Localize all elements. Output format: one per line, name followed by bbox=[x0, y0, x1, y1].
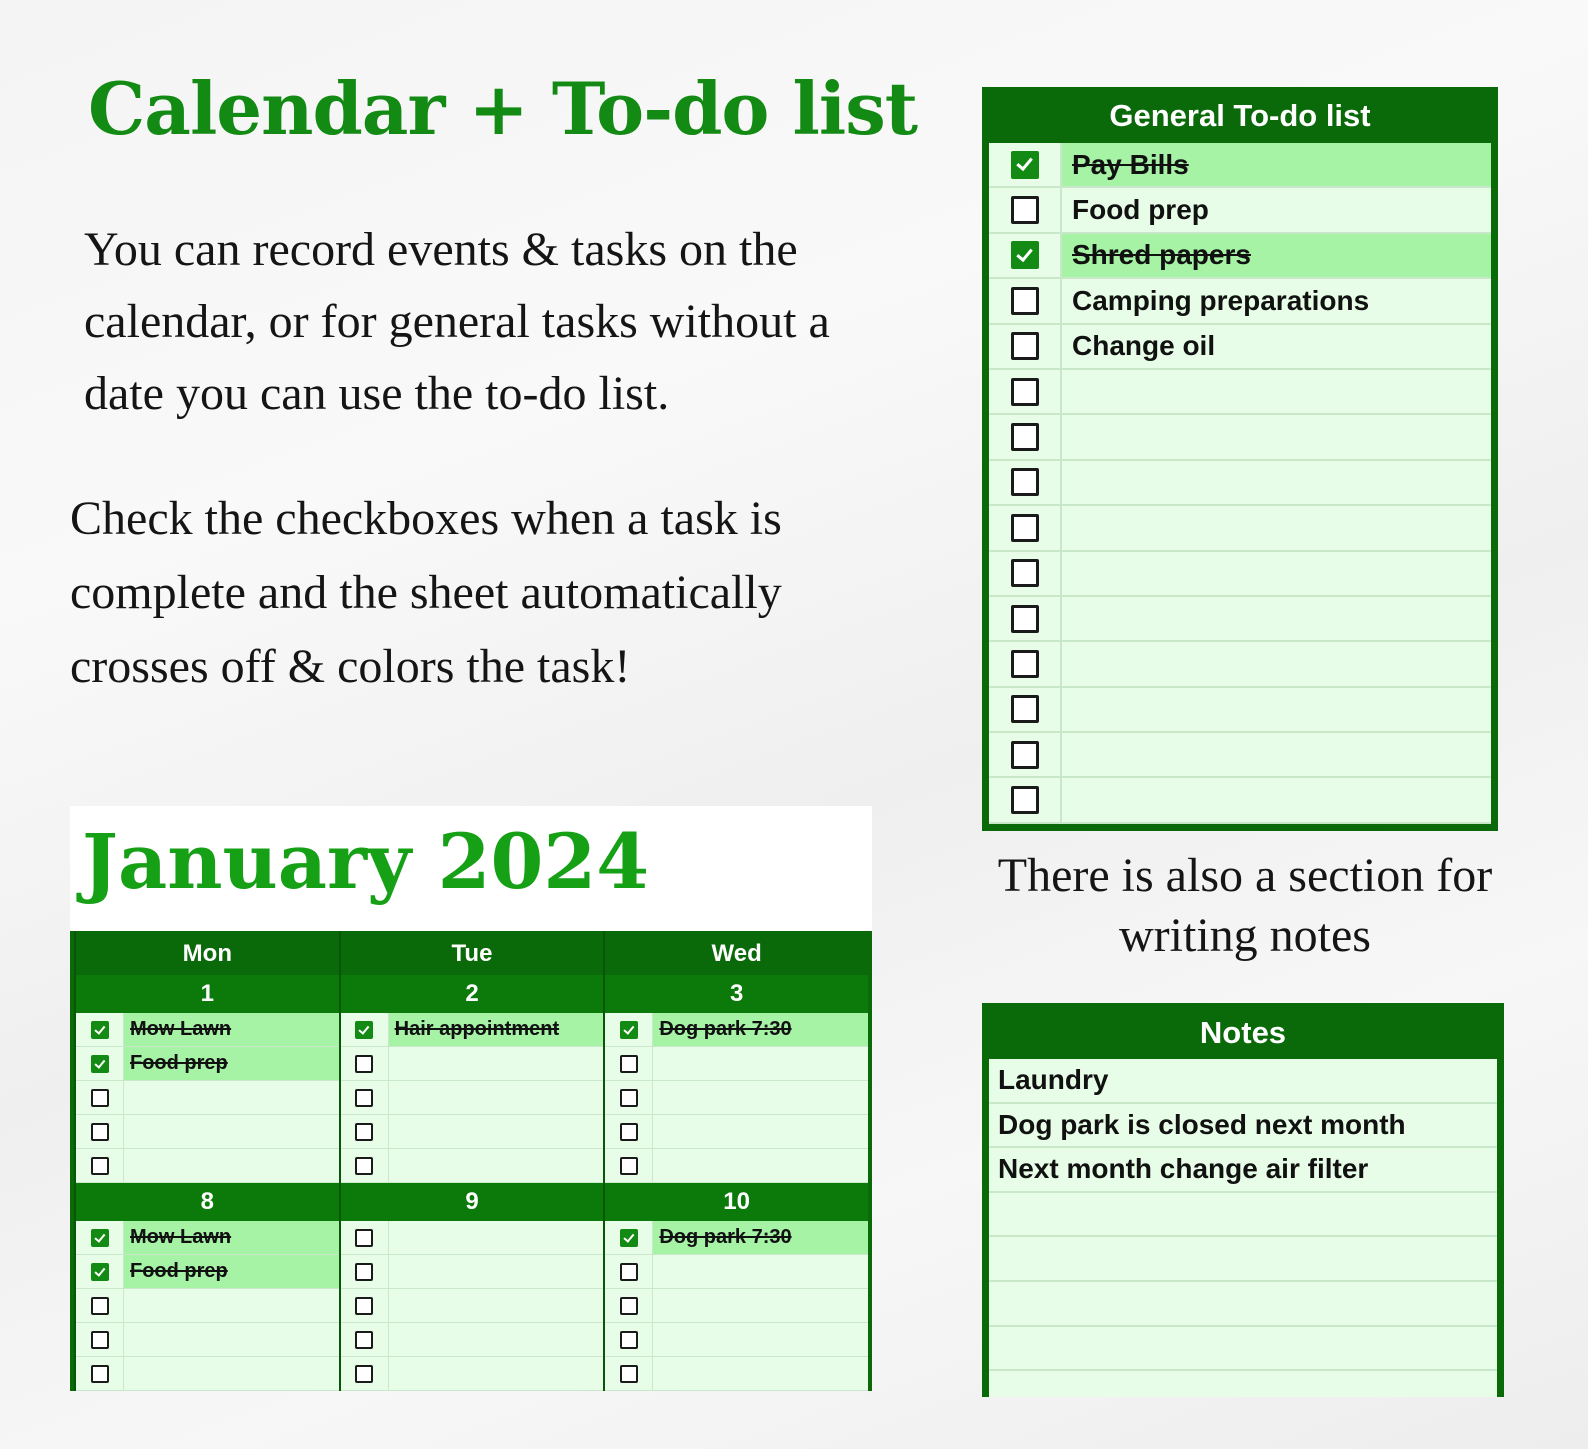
task-text[interactable]: Dog park 7:30 bbox=[653, 1221, 868, 1254]
task-row bbox=[989, 688, 1491, 733]
task-text[interactable]: Food prep bbox=[124, 1047, 339, 1080]
task-text[interactable] bbox=[653, 1357, 868, 1390]
checked-checkbox[interactable] bbox=[91, 1229, 109, 1247]
checkbox-cell bbox=[605, 1081, 653, 1114]
checkbox-cell bbox=[989, 688, 1062, 731]
checkbox[interactable] bbox=[355, 1331, 373, 1349]
checkbox[interactable] bbox=[355, 1365, 373, 1383]
task-row bbox=[989, 733, 1491, 778]
date-number: 1 bbox=[74, 975, 339, 1013]
checkbox-cell bbox=[76, 1081, 124, 1114]
task-row bbox=[76, 1357, 339, 1391]
task-text[interactable] bbox=[124, 1149, 339, 1182]
task-text[interactable] bbox=[124, 1115, 339, 1148]
checkbox-cell bbox=[605, 1013, 653, 1046]
checkbox-cell bbox=[341, 1047, 389, 1080]
note-line[interactable]: Laundry bbox=[989, 1059, 1497, 1104]
general-todo-list bbox=[982, 87, 1498, 831]
task-row bbox=[76, 1323, 339, 1357]
task-text[interactable] bbox=[653, 1081, 868, 1114]
note-line[interactable] bbox=[989, 1193, 1497, 1238]
task-row bbox=[989, 461, 1491, 506]
task-row bbox=[341, 1357, 604, 1391]
checkbox-cell bbox=[76, 1289, 124, 1322]
checkbox-cell bbox=[989, 279, 1062, 322]
task-row bbox=[989, 597, 1491, 642]
checked-checkbox[interactable] bbox=[355, 1021, 373, 1039]
task-text[interactable] bbox=[1062, 642, 1491, 685]
task-row bbox=[341, 1013, 604, 1047]
task-text[interactable] bbox=[124, 1289, 339, 1322]
checkbox-info-text: Check the checkboxes when a task is complete and the sheet automatically crosses off & colors the task! bbox=[70, 492, 782, 693]
checkbox[interactable] bbox=[355, 1123, 373, 1141]
checkbox[interactable] bbox=[1011, 423, 1039, 451]
todo-list-title: General To-do list bbox=[1109, 98, 1371, 133]
checkbox[interactable] bbox=[1011, 741, 1039, 769]
task-text[interactable] bbox=[1062, 778, 1491, 821]
checkbox-cell bbox=[605, 1255, 653, 1288]
task-text[interactable] bbox=[124, 1323, 339, 1356]
checkbox[interactable] bbox=[1011, 650, 1039, 678]
day-cell bbox=[339, 1221, 604, 1391]
task-row bbox=[341, 1047, 604, 1081]
task-text[interactable] bbox=[124, 1357, 339, 1390]
calendar bbox=[70, 806, 872, 1396]
checkbox[interactable] bbox=[620, 1365, 638, 1383]
checkbox[interactable] bbox=[355, 1263, 373, 1281]
note-line[interactable]: Next month change air filter bbox=[989, 1148, 1497, 1193]
note-line[interactable] bbox=[989, 1282, 1497, 1327]
checked-checkbox[interactable] bbox=[91, 1055, 109, 1073]
task-row bbox=[605, 1115, 868, 1149]
task-text[interactable]: Food prep bbox=[1072, 194, 1209, 226]
checkbox[interactable] bbox=[1011, 196, 1039, 224]
task-row bbox=[989, 325, 1491, 370]
task-text[interactable] bbox=[389, 1081, 604, 1114]
task-text[interactable] bbox=[1062, 370, 1491, 413]
task-text[interactable] bbox=[389, 1323, 604, 1356]
checkbox-cell bbox=[989, 234, 1062, 277]
checkbox-cell bbox=[76, 1013, 124, 1046]
task-row bbox=[989, 370, 1491, 415]
checkbox[interactable] bbox=[620, 1297, 638, 1315]
task-row bbox=[605, 1255, 868, 1289]
checkbox[interactable] bbox=[1011, 514, 1039, 542]
task-row bbox=[989, 279, 1491, 324]
notes-title: Notes bbox=[1199, 1015, 1287, 1050]
checkbox[interactable] bbox=[1011, 786, 1039, 814]
checkbox-cell bbox=[989, 370, 1062, 413]
checkbox-cell bbox=[76, 1115, 124, 1148]
task-text[interactable] bbox=[389, 1289, 604, 1322]
task-text[interactable]: Mow Lawn bbox=[124, 1013, 339, 1046]
checkbox-cell bbox=[989, 506, 1062, 549]
task-text[interactable] bbox=[653, 1255, 868, 1288]
task-text[interactable]: Food prep bbox=[124, 1255, 339, 1288]
checkbox[interactable] bbox=[355, 1229, 373, 1247]
checkbox-cell bbox=[341, 1289, 389, 1322]
task-row bbox=[76, 1221, 339, 1255]
task-text[interactable] bbox=[1062, 733, 1491, 776]
checkbox-cell bbox=[341, 1357, 389, 1390]
checkbox-cell bbox=[76, 1323, 124, 1356]
note-line[interactable] bbox=[989, 1237, 1497, 1282]
task-text[interactable]: Camping preparations bbox=[1072, 284, 1370, 316]
task-row bbox=[989, 415, 1491, 460]
checkbox-cell bbox=[605, 1115, 653, 1148]
checkbox-cell bbox=[341, 1149, 389, 1182]
task-row bbox=[605, 1047, 868, 1081]
checkbox-cell bbox=[605, 1289, 653, 1322]
task-row bbox=[605, 1289, 868, 1323]
checkbox[interactable] bbox=[620, 1089, 638, 1107]
checkbox-cell bbox=[76, 1255, 124, 1288]
note-line[interactable] bbox=[989, 1327, 1497, 1372]
checkbox[interactable] bbox=[355, 1157, 373, 1175]
task-row bbox=[989, 642, 1491, 687]
task-row bbox=[76, 1081, 339, 1115]
note-line[interactable]: Dog park is closed next month bbox=[989, 1104, 1497, 1149]
notes-section bbox=[982, 1003, 1504, 1397]
checkbox[interactable] bbox=[1011, 605, 1039, 633]
day-header-mon: Mon bbox=[74, 931, 339, 975]
page-title: Calendar + To-do list bbox=[88, 66, 918, 151]
checkbox-cell bbox=[989, 325, 1062, 368]
checkbox-cell bbox=[341, 1255, 389, 1288]
day-cell bbox=[339, 1013, 604, 1183]
checkbox-cell bbox=[989, 552, 1062, 595]
task-text[interactable] bbox=[653, 1289, 868, 1322]
task-text[interactable]: Pay Bills bbox=[1062, 143, 1491, 186]
task-row bbox=[605, 1149, 868, 1183]
task-row bbox=[605, 1221, 868, 1255]
task-row bbox=[341, 1149, 604, 1183]
checked-checkbox[interactable] bbox=[1011, 241, 1039, 269]
task-row bbox=[989, 234, 1491, 279]
calendar-month-title: January 2024 bbox=[70, 806, 872, 931]
checked-checkbox[interactable] bbox=[620, 1229, 638, 1247]
checkbox[interactable] bbox=[620, 1331, 638, 1349]
task-text[interactable] bbox=[1062, 415, 1491, 458]
checkbox-cell bbox=[989, 188, 1062, 231]
calendar-grid bbox=[70, 931, 872, 1391]
checkbox-cell bbox=[989, 597, 1062, 640]
date-number: 8 bbox=[74, 1183, 339, 1221]
task-row bbox=[341, 1255, 604, 1289]
date-number: 9 bbox=[339, 1183, 604, 1221]
task-text[interactable] bbox=[1062, 552, 1491, 595]
task-text[interactable]: Change oil bbox=[1072, 330, 1216, 362]
checkbox[interactable] bbox=[91, 1089, 109, 1107]
task-row bbox=[341, 1289, 604, 1323]
checkbox[interactable] bbox=[355, 1055, 373, 1073]
checkbox[interactable] bbox=[620, 1157, 638, 1175]
task-row bbox=[989, 506, 1491, 551]
checkbox-cell bbox=[605, 1047, 653, 1080]
checkbox-cell bbox=[341, 1081, 389, 1114]
day-cell bbox=[74, 1221, 339, 1391]
checkbox[interactable] bbox=[620, 1055, 638, 1073]
task-text[interactable] bbox=[1062, 461, 1491, 504]
checkbox[interactable] bbox=[1011, 559, 1039, 587]
checkbox[interactable] bbox=[91, 1157, 109, 1175]
task-text[interactable] bbox=[653, 1149, 868, 1182]
checkbox-cell bbox=[605, 1323, 653, 1356]
task-text[interactable] bbox=[653, 1047, 868, 1080]
task-text[interactable]: Mow Lawn bbox=[124, 1221, 339, 1254]
checkbox[interactable] bbox=[91, 1123, 109, 1141]
task-row bbox=[76, 1013, 339, 1047]
task-text[interactable] bbox=[389, 1255, 604, 1288]
checkbox-cell bbox=[76, 1221, 124, 1254]
checkbox[interactable] bbox=[1011, 468, 1039, 496]
day-header-tue: Tue bbox=[339, 931, 604, 975]
checkbox-cell bbox=[989, 733, 1062, 776]
task-text[interactable] bbox=[124, 1081, 339, 1114]
checkbox-cell bbox=[989, 415, 1062, 458]
task-row bbox=[76, 1289, 339, 1323]
task-row bbox=[989, 552, 1491, 597]
task-row bbox=[76, 1047, 339, 1081]
checked-checkbox[interactable] bbox=[1011, 151, 1039, 179]
task-text[interactable]: Dog park 7:30 bbox=[653, 1013, 868, 1046]
checkbox-cell bbox=[989, 143, 1062, 186]
checked-checkbox[interactable] bbox=[91, 1021, 109, 1039]
task-row bbox=[989, 143, 1491, 188]
task-row bbox=[605, 1323, 868, 1357]
checkbox-cell bbox=[341, 1221, 389, 1254]
checkbox[interactable] bbox=[355, 1297, 373, 1315]
checked-checkbox[interactable] bbox=[620, 1021, 638, 1039]
checkbox-cell bbox=[341, 1323, 389, 1356]
checkbox[interactable] bbox=[91, 1331, 109, 1349]
task-text[interactable] bbox=[389, 1047, 604, 1080]
task-row bbox=[341, 1081, 604, 1115]
todo-list-body bbox=[989, 143, 1491, 824]
task-row bbox=[76, 1149, 339, 1183]
date-number: 3 bbox=[603, 975, 868, 1013]
task-row bbox=[989, 778, 1491, 823]
task-row bbox=[341, 1221, 604, 1255]
notes-info-text: There is also a section for writing notes bbox=[997, 849, 1493, 962]
task-text[interactable] bbox=[389, 1357, 604, 1390]
intro-text: You can record events & tasks on the calendar, or for general tasks without a date you can use the to-do list. bbox=[84, 223, 830, 420]
task-row bbox=[76, 1115, 339, 1149]
checkbox-cell bbox=[76, 1149, 124, 1182]
checkbox[interactable] bbox=[620, 1123, 638, 1141]
task-row bbox=[605, 1013, 868, 1047]
task-row bbox=[76, 1255, 339, 1289]
checkbox-cell bbox=[989, 642, 1062, 685]
task-text[interactable] bbox=[389, 1149, 604, 1182]
task-row bbox=[605, 1357, 868, 1391]
checked-checkbox[interactable] bbox=[91, 1263, 109, 1281]
task-text[interactable]: Hair appointment bbox=[389, 1013, 604, 1046]
checkbox-cell bbox=[76, 1357, 124, 1390]
task-text[interactable] bbox=[389, 1115, 604, 1148]
date-number: 2 bbox=[339, 975, 604, 1013]
day-header-wed: Wed bbox=[603, 931, 868, 975]
checkbox-cell bbox=[605, 1357, 653, 1390]
checkbox-cell bbox=[989, 778, 1062, 821]
task-text[interactable] bbox=[1062, 688, 1491, 731]
checkbox-cell bbox=[605, 1221, 653, 1254]
task-text[interactable] bbox=[389, 1221, 604, 1254]
task-text[interactable] bbox=[1062, 506, 1491, 549]
checkbox[interactable] bbox=[1011, 695, 1039, 723]
checkbox-cell bbox=[989, 461, 1062, 504]
checkbox-cell bbox=[341, 1115, 389, 1148]
task-row bbox=[605, 1081, 868, 1115]
task-text[interactable] bbox=[1062, 597, 1491, 640]
task-text[interactable]: Shred papers bbox=[1062, 234, 1491, 277]
day-cell bbox=[603, 1013, 868, 1183]
checkbox-cell bbox=[76, 1047, 124, 1080]
task-row bbox=[341, 1115, 604, 1149]
checkbox-cell bbox=[605, 1149, 653, 1182]
checkbox[interactable] bbox=[1011, 287, 1039, 315]
task-text[interactable] bbox=[653, 1115, 868, 1148]
checkbox[interactable] bbox=[620, 1263, 638, 1281]
checkbox[interactable] bbox=[1011, 378, 1039, 406]
date-number: 10 bbox=[603, 1183, 868, 1221]
checkbox[interactable] bbox=[91, 1365, 109, 1383]
day-cell bbox=[603, 1221, 868, 1391]
checkbox-cell bbox=[341, 1013, 389, 1046]
task-row bbox=[989, 188, 1491, 233]
checkbox[interactable] bbox=[91, 1297, 109, 1315]
checkbox[interactable] bbox=[1011, 332, 1039, 360]
task-text[interactable] bbox=[653, 1323, 868, 1356]
checkbox[interactable] bbox=[355, 1089, 373, 1107]
day-cell bbox=[74, 1013, 339, 1183]
notes-body bbox=[989, 1059, 1497, 1397]
task-row bbox=[341, 1323, 604, 1357]
